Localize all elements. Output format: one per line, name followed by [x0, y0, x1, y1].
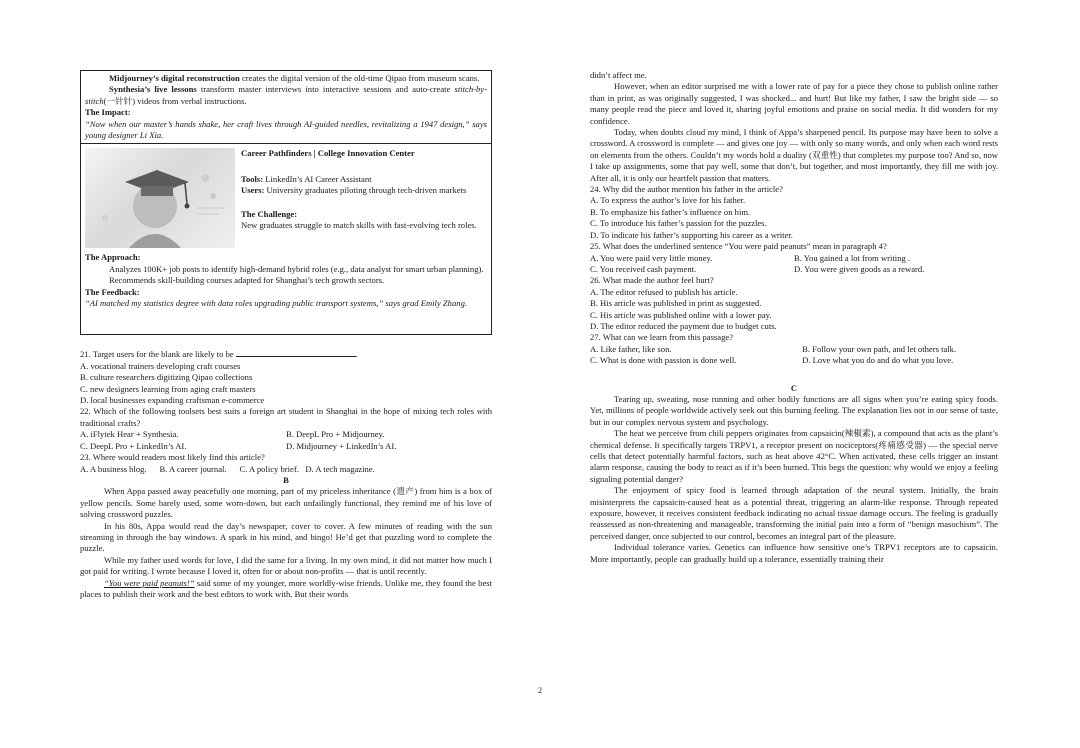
approach-label: The Approach: [85, 252, 141, 263]
option: A. Like father, like son. [590, 343, 672, 354]
question-26: 26. What made the author feel hurt? [590, 275, 714, 286]
option: C. You received cash payment. [590, 263, 697, 274]
question-22: 22. Which of the following toolsets best suits a foreign art student in Shanghai in the hope of mixing tech roles with traditional crafts? [80, 406, 492, 428]
option: C. His article was published online with a lower pay. [590, 309, 772, 320]
options-row [590, 264, 998, 275]
users-line: Users: University graduates piloting through tech-driven markets [241, 185, 467, 196]
tools-line: Tools: LinkedIn’s AI Career Assistant [241, 173, 372, 184]
section-heading-c: C [790, 382, 798, 393]
passage-paragraph: Tearing up, sweating, nose running and other bodily functions are all signs when you’re eating spicy foods. Yet, millions of people worldwide actively seek out this burning feeling. The explanation lies not in our sense of taste, but in our complex nervous system and psychology. [590, 393, 998, 427]
option: D. Midjourney + LinkedIn’s AI. [286, 440, 397, 451]
option: C. To introduce his father’s passion for the puzzles. [590, 218, 767, 229]
question-25: 25. What does the underlined sentence “You were paid peanuts” mean in paragraph 4? [590, 241, 887, 252]
approach-paragraph: Recommends skill-building courses adapted for Shanghai’s tech growth sectors. [109, 275, 385, 286]
option: A. To express the author’s love for his father. [590, 195, 746, 206]
case-box-craft [80, 70, 492, 144]
options-row: A. A business blog. B. A career journal. C. A policy brief. D. A tech magazine. [80, 463, 375, 474]
underlined-sentence: “You were paid peanuts!” [104, 577, 195, 588]
option: B. His article was published in print as suggested. [590, 298, 762, 309]
option: B. You gained a lot from writing . [794, 252, 911, 263]
options-row [590, 253, 998, 264]
passage-paragraph: Individual tolerance varies. Genetics can influence how sensitive one’s TRPV1 receptors are to capsaicin. More importantly, people can gradually build up a tolerance, essentially training their [590, 542, 998, 564]
passage-paragraph: When Appa passed away peacefully one morning, part of my priceless inheritance (遗产) from him is a box of yellow pencils. Some barely used, some worn-down, but each unfailingly functional, they remind me of his love of solving crossword puzzles. [80, 486, 492, 520]
option: C. DeepL Pro + LinkedIn’s AI. [80, 440, 187, 451]
options-row [80, 429, 492, 440]
right-column [590, 70, 998, 565]
case-box-career [80, 144, 492, 335]
option: A. The editor refused to publish his article. [590, 286, 738, 297]
question-23: 23. Where would readers most likely find this article? [80, 452, 265, 463]
left-column [80, 70, 492, 600]
passage-paragraph: The heat we perceive from chili peppers originates from capsaicin(辣椒素), a compound that acts as the plant’s chemical defense. It specifically targets TRPV1, a receptor present on nociceptors(疼痛感受器) — the special nerve cells that detect potentially harmful factors, such as heat above 42°C. When activated, these cells trigger an instant alarm response, causing the body to react as if it’s been burned. This begs the question: why would we enjoy a feeling signaling potential danger? [590, 428, 998, 484]
question-21: 21. Target users for the blank are likely to be . [80, 349, 359, 360]
options-row [590, 355, 998, 366]
option: A. You were paid very little money. [590, 252, 713, 263]
case-paragraph: Midjourney’s digital reconstruction creates the digital version of the old-time Qipao from museum scans. [109, 73, 480, 83]
approach-paragraph: Analyzes 100K+ job posts to identify high-demand hybrid roles (e.g., data analyst for smart urban planning). [109, 263, 484, 274]
option: B. Follow your own path, and let others talk. [802, 343, 957, 354]
passage-paragraph: Today, when doubts cloud my mind, I think of Appa’s sharpened pencil. Its purpose may have been to solve a crossword. A crossword is complete — and gives one joy — with only so many words, and only when each word rests on elements from the others. Couldn’t my words hold a duality (双重性) that completes my purpose too? And so, now I take up assignments, some that pay well, some that don’t, but together, and most importantly, they fill me with joy. After all, it is only our heartfelt passion that matters. [590, 127, 998, 183]
option: C. What is done with passion is done well. [590, 355, 737, 366]
options-row [590, 344, 998, 355]
questions-21-23 [80, 348, 492, 474]
impact-label: The Impact: [85, 107, 131, 118]
passage-paragraph: The enjoyment of spicy food is learned through adaptation of the neural system. Initially, the brain misinterprets the capsaicin-caused heat as a potential threat, triggering an alarm-like response. Through repeated exposure, however, it receives consistent feedback indicating no actual tissue damage occurs. The feeling is gradually reassessed as non-threatening and manageable, transforming the initial pain into a form of “benign masochism”. The perceived danger, once subjected to our control, becomes an integral part of the pleasure. [590, 485, 998, 541]
options-row [80, 441, 492, 452]
page-number: 2 [538, 686, 542, 695]
option: D. To indicate his father’s supporting his career as a writer. [590, 229, 793, 240]
feedback-quote: “AI matched my statistics degree with data roles upgrading public transport systems,” says grad Emily Zhang. [85, 298, 468, 309]
question-24: 24. Why did the author mention his father in the article? [590, 184, 783, 195]
question-27: 27. What can we learn from this passage? [590, 332, 734, 343]
passage-paragraph: However, when an editor surprised me with a lower rate of pay for a piece they chose to publish online rather than in print, as was originally suggested, I was shocked... and hurt! But like my father, I saw the bright side — so many people read the piece and loved it, sharing joyful emotions and praise on social media. It did wonders for my confidence. [590, 81, 998, 126]
graduate-image [85, 148, 235, 248]
career-side-text [241, 148, 485, 231]
impact-quote: “Now when our master’s hands shake, her craft lives through AI-guided needles, revitalizing a 1947 design,” says young designer Li Xia. [85, 118, 487, 141]
career-lower-text [85, 252, 489, 309]
passage-paragraph: While my father used words for love, I did the same for a living. In my own mind, it did not matter how much I got paid for writing. I wrote because I loved it, often for or about non-profits — that is until recently. [80, 554, 492, 577]
career-title: Career Pathfinders | College Innovation Center [241, 148, 415, 159]
option: D. local businesses expanding craftsman e-commerce [80, 395, 265, 406]
option: A. iFlytek Hear + Synthesia. [80, 429, 179, 440]
passage-paragraph: In his 80s, Appa would read the day’s newspaper, cover to cover. A few minutes of reading with the sun streaming in through the bay windows. A spark in his mind, and bingo! He’d get that puzzling word to complete the puzzle. [80, 520, 492, 554]
option: B. culture researchers digitizing Qipao collections [80, 372, 253, 383]
option: A. vocational trainers developing craft courses [80, 360, 241, 371]
questions-24-27 [590, 184, 998, 367]
challenge-label: The Challenge: [241, 208, 298, 219]
section-heading-b: B [283, 474, 289, 485]
case-paragraph: Synthesia’s live lessons transform master interviews into interactive sessions and auto-create stitch-by-stitch(一针针) videos from verbal instructions. [85, 84, 487, 106]
feedback-label: The Feedback: [85, 286, 140, 297]
option: B. DeepL Pro + Midjourney. [286, 429, 385, 440]
challenge-text: New graduates struggle to match skills with fast-evolving tech roles. [241, 220, 477, 231]
passage-paragraph: “You were paid peanuts!” said some of my younger, more worldly-wise friends. Unlike me, they found the best places to publish their work and the best editors to work with. But their words [80, 577, 492, 599]
option: D. Love what you do and do what you love. [802, 355, 954, 366]
option: D. The editor reduced the payment due to budget cuts. [590, 320, 777, 331]
option: D. You were given goods as a reward. [794, 263, 925, 274]
passage-paragraph: didn’t affect me. [590, 70, 647, 80]
option: C. new designers learning from aging craft masters [80, 383, 256, 394]
option: B. To emphasize his father’s influence on him. [590, 206, 751, 217]
graduation-cap-icon [85, 148, 235, 248]
answer-blank [236, 348, 356, 357]
